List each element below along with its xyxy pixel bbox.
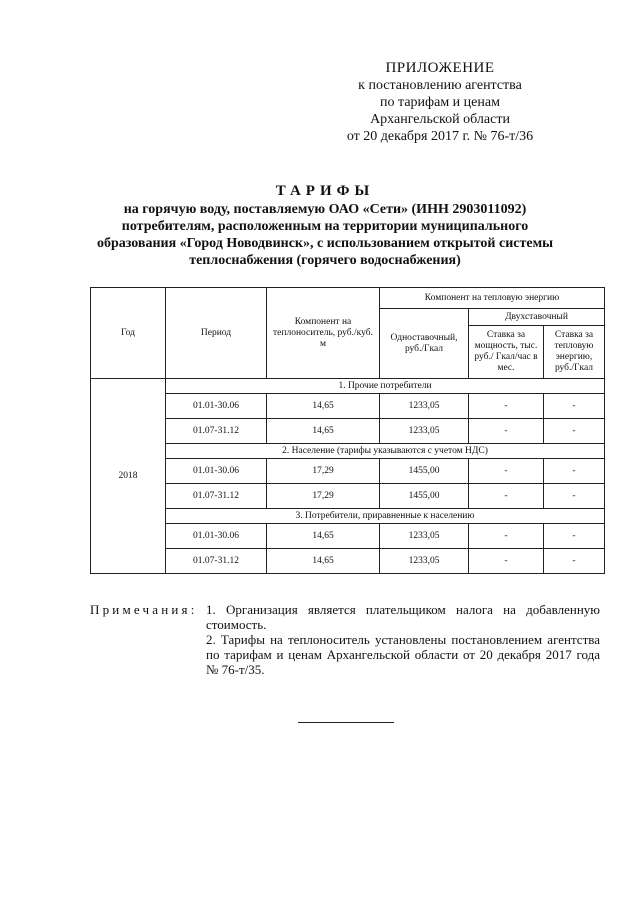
- appendix-line: по тарифам и ценам: [380, 95, 500, 110]
- carrier-cell: 14,65: [267, 394, 380, 419]
- header-capacity-rate: Ставка за мощность, тыс. руб./ Гкал/час в мес.: [469, 326, 544, 379]
- header-single-rate: Одноставочный, руб./Гкал: [380, 309, 469, 379]
- notes-body: [206, 602, 600, 677]
- appendix-date-line: от 20 декабря 2017 г. № 76-т/36: [346, 129, 534, 144]
- table-row: [91, 484, 605, 509]
- section-title: 3. Потребители, приравненные к населению: [166, 509, 605, 524]
- header-carrier-component: Компонент на теплоноситель, руб./куб. м: [267, 288, 380, 379]
- header-energy-rate: Ставка за тепловую энергию, руб./Гкал: [544, 326, 605, 379]
- section-title: 2. Население (тарифы указываются с учетом НДС): [166, 444, 605, 459]
- appendix-line: к постановлению агентства: [358, 78, 522, 93]
- header-energy-component: Компонент на тепловую энергию: [380, 288, 605, 309]
- year-cell: 2018: [91, 379, 166, 574]
- table-row: [91, 549, 605, 574]
- appendix-title: ПРИЛОЖЕНИЕ: [385, 60, 495, 76]
- header-year: Год: [91, 288, 166, 379]
- heading-line: теплоснабжения (горячего водоснабжения): [189, 253, 461, 268]
- carrier-cell: 17,29: [267, 459, 380, 484]
- period-cell: 01.01-30.06: [166, 394, 267, 419]
- single-rate-cell: 1233,05: [380, 419, 469, 444]
- tariff-table: [90, 287, 605, 574]
- energy-rate-cell: -: [544, 524, 605, 549]
- capacity-rate-cell: -: [469, 524, 544, 549]
- period-cell: 01.01-30.06: [166, 459, 267, 484]
- energy-rate-cell: -: [544, 459, 605, 484]
- header-period: Период: [166, 288, 267, 379]
- capacity-rate-cell: -: [469, 394, 544, 419]
- note-item: 2. Тарифы на теплоноситель установлены постановлением агентства по тарифам и ценам Архангельской области от 20 декабря 2017 года № 76-т/35.: [206, 632, 600, 677]
- single-rate-cell: 1455,00: [380, 484, 469, 509]
- energy-rate-cell: -: [544, 549, 605, 574]
- period-cell: 01.07-31.12: [166, 549, 267, 574]
- document-title: ТАРИФЫ: [275, 183, 375, 199]
- table-row: [91, 394, 605, 419]
- energy-rate-cell: -: [544, 394, 605, 419]
- heading-line: на горячую воду, поставляемую ОАО «Сети» (ИНН 2903011092): [123, 202, 527, 217]
- energy-rate-cell: -: [544, 484, 605, 509]
- carrier-cell: 17,29: [267, 484, 380, 509]
- header-double-rate: Двухставочный: [469, 309, 605, 326]
- carrier-cell: 14,65: [267, 524, 380, 549]
- note-item: 1. Организация является плательщиком налога на добавленную стоимость.: [206, 602, 600, 632]
- notes-label: Примечания:: [90, 602, 198, 617]
- table-row: [91, 419, 605, 444]
- period-cell: 01.01-30.06: [166, 524, 267, 549]
- capacity-rate-cell: -: [469, 484, 544, 509]
- capacity-rate-cell: -: [469, 549, 544, 574]
- capacity-rate-cell: -: [469, 419, 544, 444]
- heading-line: образования «Город Новодвинск», с использованием открытой системы: [96, 236, 554, 251]
- closing-divider: [298, 722, 394, 723]
- single-rate-cell: 1233,05: [380, 394, 469, 419]
- capacity-rate-cell: -: [469, 459, 544, 484]
- period-cell: 01.07-31.12: [166, 419, 267, 444]
- section-title: 1. Прочие потребители: [166, 379, 605, 394]
- appendix-line: Архангельской области: [370, 112, 510, 127]
- heading-line: потребителям, расположенным на территории муниципального: [121, 219, 529, 234]
- energy-rate-cell: -: [544, 419, 605, 444]
- single-rate-cell: 1233,05: [380, 524, 469, 549]
- table-row: [91, 524, 605, 549]
- document-heading: [80, 183, 570, 269]
- carrier-cell: 14,65: [267, 549, 380, 574]
- period-cell: 01.07-31.12: [166, 484, 267, 509]
- table-row: [91, 459, 605, 484]
- single-rate-cell: 1233,05: [380, 549, 469, 574]
- appendix-block: [310, 60, 570, 145]
- carrier-cell: 14,65: [267, 419, 380, 444]
- single-rate-cell: 1455,00: [380, 459, 469, 484]
